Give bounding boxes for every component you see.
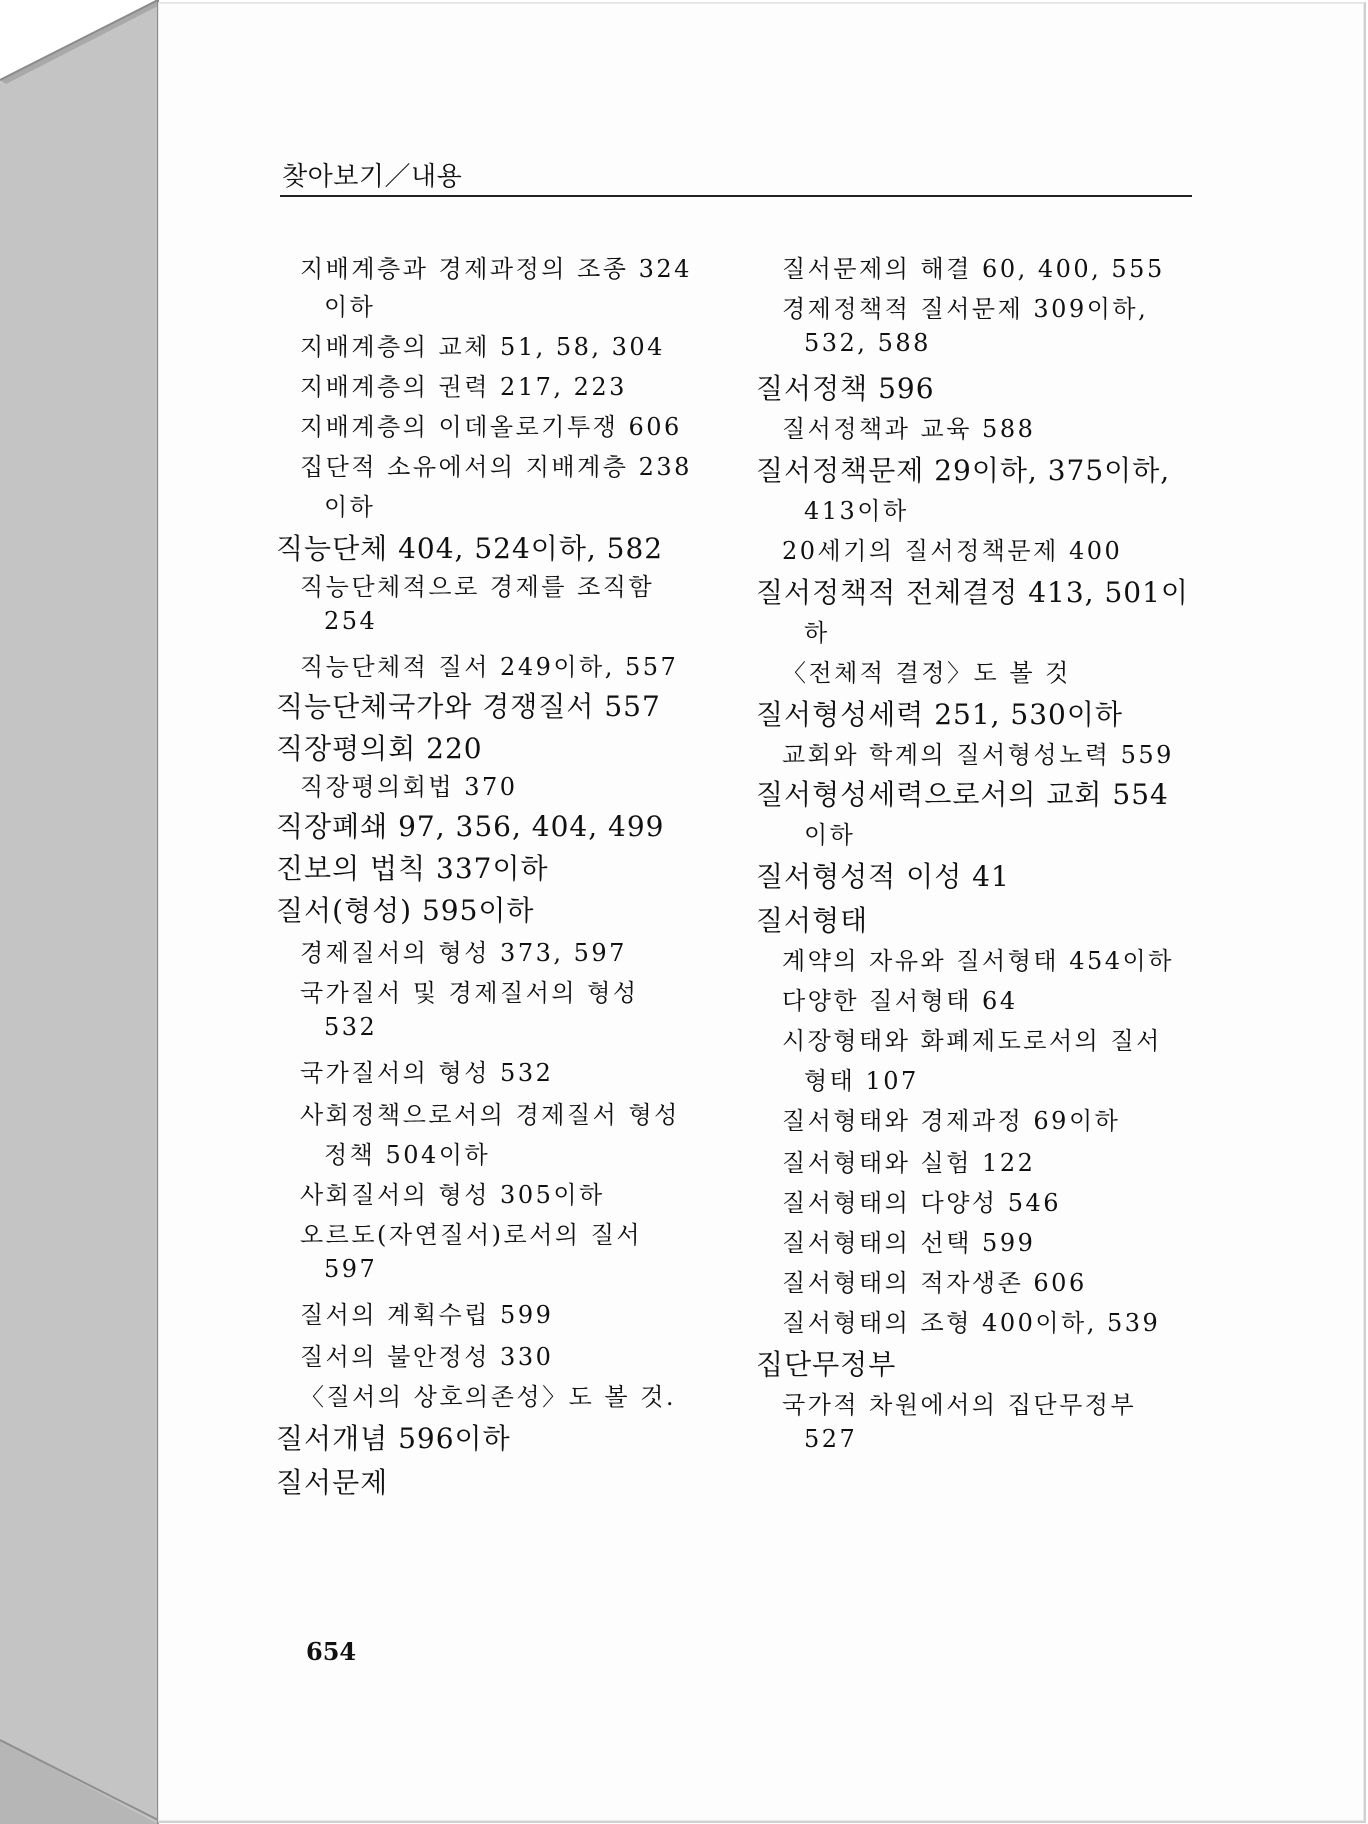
index-subentry: 〈전체적 결정〉도 볼 것 <box>782 659 1071 687</box>
index-continuation: 254 <box>324 607 378 635</box>
index-entry: 집단무정부 <box>756 1348 897 1381</box>
running-header <box>280 161 1192 197</box>
index-entry: 질서개념 596이하 <box>276 1422 511 1455</box>
index-subentry: 경제질서의 형성 373, 597 <box>300 939 627 967</box>
index-entry: 질서(형성) 595이하 <box>276 894 535 927</box>
index-subentry: 지배계층과 경제과정의 조종 324 <box>300 255 692 283</box>
index-entry: 직장평의회 220 <box>276 732 483 765</box>
index-subentry: 직능단체적 질서 249이하, 557 <box>300 653 679 681</box>
index-subentry: 지배계층의 교체 51, 58, 304 <box>300 333 665 361</box>
running-header-title: 찾아보기／내용 <box>282 162 463 192</box>
index-subentry: 질서형태의 적자생존 606 <box>782 1269 1087 1297</box>
index-subentry: 직능단체적으로 경제를 조직함 <box>300 573 655 601</box>
index-continuation: 이하 <box>804 821 856 849</box>
index-subentry: 집단적 소유에서의 지배계층 238 <box>300 453 692 481</box>
index-subentry: 교회와 학계의 질서형성노력 559 <box>782 741 1174 769</box>
index-subentry: 질서형태와 실험 122 <box>782 1149 1036 1177</box>
page-number: 654 <box>306 1637 357 1666</box>
index-subentry: 사회정책으로서의 경제질서 형성 <box>300 1101 680 1129</box>
index-subentry: 직장평의회법 370 <box>300 773 518 801</box>
index-subentry: 국가질서의 형성 532 <box>300 1059 554 1087</box>
index-subentry: 질서형태의 다양성 546 <box>782 1189 1062 1217</box>
index-subentry: 20세기의 질서정책문제 400 <box>782 537 1123 565</box>
index-continuation: 532 <box>324 1013 378 1041</box>
index-subentry: 질서형태의 선택 599 <box>782 1229 1036 1257</box>
index-subentry: 다양한 질서형태 64 <box>782 987 1018 1015</box>
index-subentry: 질서의 불안정성 330 <box>300 1343 554 1371</box>
index-entry: 질서문제 <box>276 1466 389 1499</box>
index-continuation: 이하 <box>324 293 376 321</box>
index-subentry: 질서형태의 조형 400이하, 539 <box>782 1309 1161 1337</box>
index-continuation: 597 <box>324 1255 378 1283</box>
index-entry: 직능단체 404, 524이하, 582 <box>276 532 664 565</box>
index-subentry: 시장형태와 화폐제도로서의 질서 <box>782 1027 1162 1055</box>
index-entry: 질서정책적 전체결정 413, 501이 <box>756 576 1189 609</box>
index-entry: 직장폐쇄 97, 356, 404, 499 <box>276 810 665 843</box>
index-subentry: 질서의 계획수립 599 <box>300 1301 554 1329</box>
index-continuation: 이하 <box>324 493 376 521</box>
book-spine <box>0 0 160 1824</box>
index-subentry: 사회질서의 형성 305이하 <box>300 1181 605 1209</box>
index-subentry: 국가질서 및 경제질서의 형성 <box>300 979 639 1007</box>
index-entry: 질서형성세력 251, 530이하 <box>756 698 1123 731</box>
index-continuation: 527 <box>804 1425 858 1453</box>
index-entry: 직능단체국가와 경쟁질서 557 <box>276 690 661 723</box>
index-continuation: 하 <box>804 619 830 647</box>
index-entry: 질서형태 <box>756 904 869 937</box>
index-subentry: 계약의 자유와 질서형태 454이하 <box>782 947 1174 975</box>
index-entry: 진보의 법칙 337이하 <box>276 852 549 885</box>
index-entry: 질서정책 596 <box>756 372 935 405</box>
index-entry: 질서정책문제 29이하, 375이하, <box>756 454 1171 487</box>
index-continuation: 532, 588 <box>804 329 931 357</box>
book-page <box>158 2 1366 1823</box>
index-continuation: 형태 107 <box>804 1067 919 1095</box>
index-entry: 질서형성세력으로서의 교회 554 <box>756 778 1169 811</box>
index-entry: 질서형성적 이성 41 <box>756 860 1010 893</box>
index-subentry: 오르도(자연질서)로서의 질서 <box>300 1221 643 1249</box>
index-subentry: 질서문제의 해결 60, 400, 555 <box>782 255 1165 283</box>
index-continuation: 정책 504이하 <box>324 1141 491 1169</box>
index-subentry: 질서정책과 교육 588 <box>782 415 1036 443</box>
index-subentry: 국가적 차원에서의 집단무정부 <box>782 1391 1137 1419</box>
index-subentry: 질서형태와 경제과정 69이하 <box>782 1107 1121 1135</box>
index-subentry: 〈질서의 상호의존성〉도 볼 것. <box>300 1383 677 1411</box>
index-subentry: 경제정책적 질서문제 309이하, <box>782 295 1149 323</box>
index-subentry: 지배계층의 이데올로기투쟁 606 <box>300 413 682 441</box>
index-subentry: 지배계층의 권력 217, 223 <box>300 373 627 401</box>
index-continuation: 413이하 <box>804 497 909 525</box>
